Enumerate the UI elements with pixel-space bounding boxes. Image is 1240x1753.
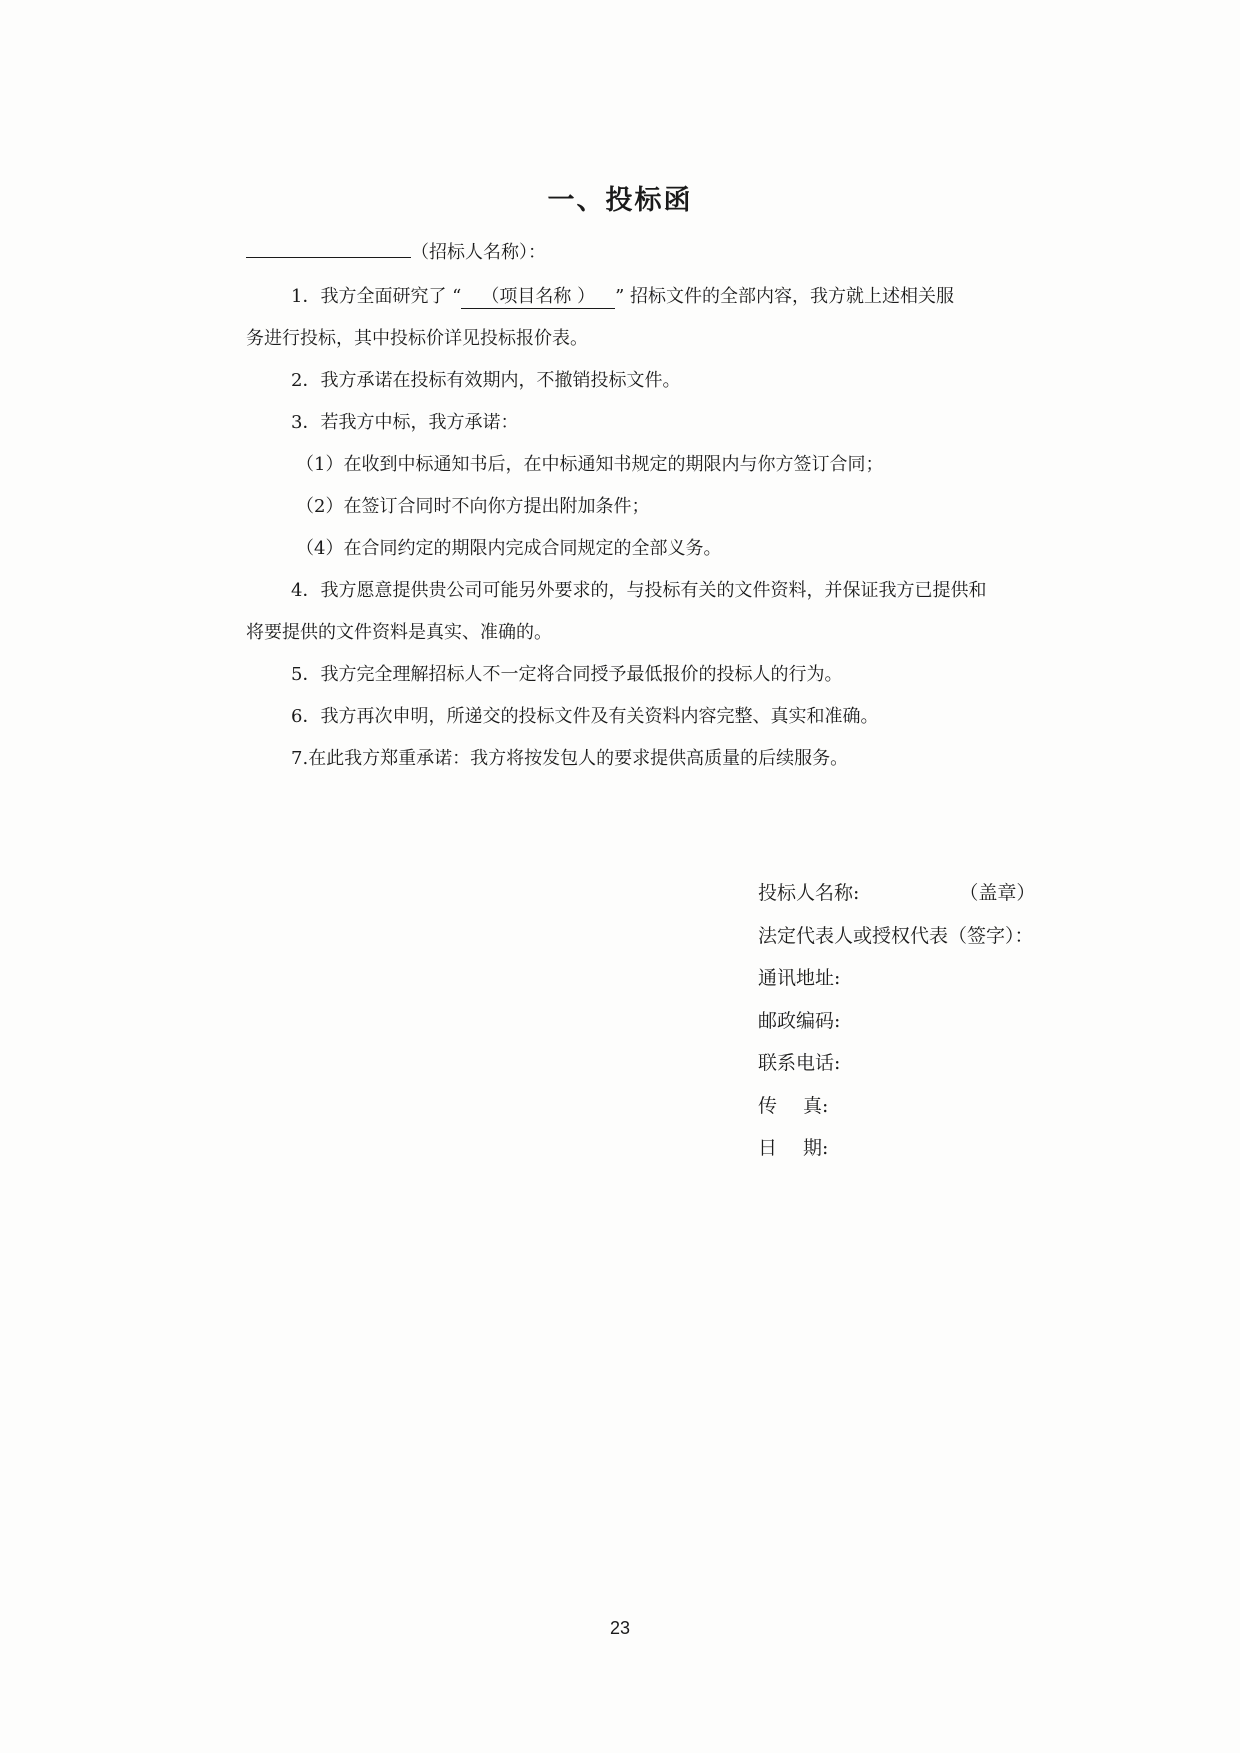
letter-body <box>246 276 1146 780</box>
bidder-name-line: 投标人名称: （盖章） <box>758 872 1158 915</box>
item-3-sub-1: （1）在收到中标通知书后，在中标通知书规定的期限内与你方签订合同； <box>296 454 884 475</box>
item-3-sub-2: （2）在签订合同时不向你方提出附加条件； <box>296 496 650 517</box>
date-line: 日期: <box>758 1137 829 1159</box>
item-1-continued: 务进行投标，其中投标价详见投标报价表。 <box>246 328 588 349</box>
addressee-line <box>246 238 546 264</box>
item-3-sub-4: （4）在合同约定的期限内完成合同规定的全部义务。 <box>296 538 722 559</box>
signature-block <box>758 872 1158 1170</box>
fax-line: 传真: <box>758 1094 829 1117</box>
address-line: 通讯地址: <box>758 967 841 989</box>
postal-code-line: 邮政编码: <box>758 1009 841 1032</box>
item-7: 7.在此我方郑重承诺：我方将按发包人的要求提供高质量的后续服务。 <box>291 748 849 769</box>
representative-line: 法定代表人或授权代表（签字）： <box>758 924 1034 947</box>
project-name-blank: （项目名称 ） <box>461 286 615 309</box>
phone-line: 联系电话: <box>758 1052 841 1074</box>
item-1: 1．我方全面研究了 “ （项目名称 ） ” 招标文件的全部内容，我方就上述相关服 <box>291 286 955 307</box>
item-4-continued: 将要提供的文件资料是真实、准确的。 <box>246 622 552 643</box>
item-2: 2．我方承诺在投标有效期内，不撤销投标文件。 <box>291 370 681 391</box>
item-3: 3．若我方中标，我方承诺： <box>291 412 519 433</box>
page-title: 一、投标函 <box>547 185 693 216</box>
seal-label: （盖章） <box>959 882 1036 904</box>
item-6: 6．我方再次申明，所递交的投标文件及有关资料内容完整、真实和准确。 <box>291 706 879 727</box>
item-5: 5．我方完全理解招标人不一定将合同授予最低报价的投标人的行为。 <box>291 664 843 685</box>
item-4: 4．我方愿意提供贵公司可能另外要求的，与投标有关的文件资料，并保证我方已提供和 <box>291 580 987 601</box>
addressee-blank <box>246 239 411 258</box>
page-number: 23 <box>609 1618 631 1638</box>
addressee-label: （招标人名称）： <box>411 242 546 263</box>
